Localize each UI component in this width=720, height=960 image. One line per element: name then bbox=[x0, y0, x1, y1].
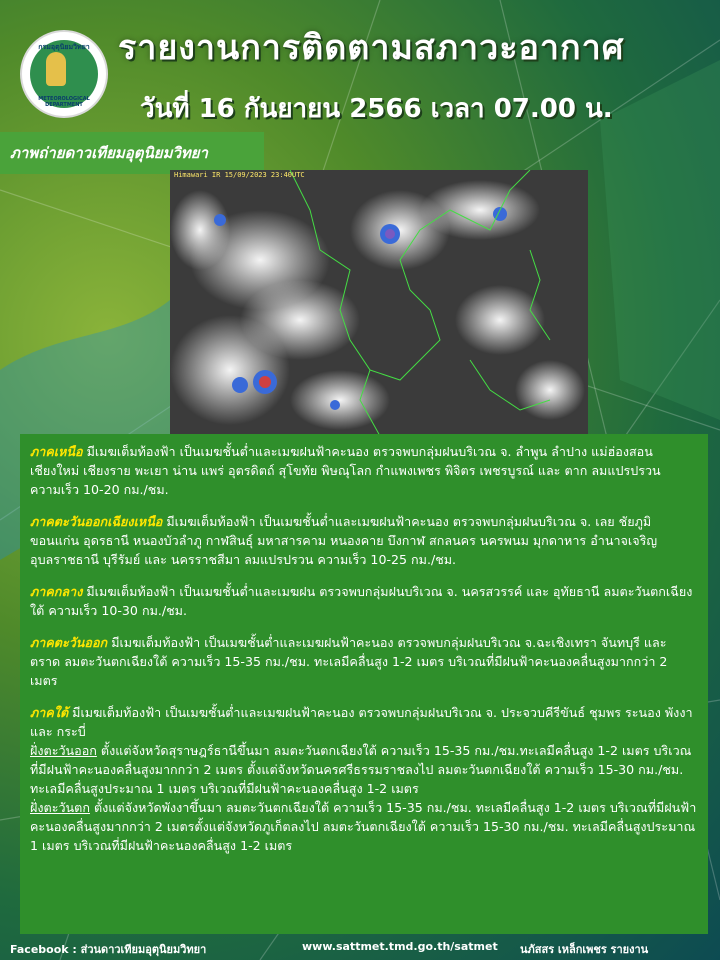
tmd-logo bbox=[20, 30, 108, 118]
report-south bbox=[30, 703, 698, 855]
footer bbox=[0, 934, 720, 960]
region-text: มีเมฆเต็มท้องฟ้า เป็นเมฆชั้นต่ำและเมฆฝน ตรวจพบกลุ่มฝนบริเวณ จ. นครสวรรค์ และ อุทัยธานี ลมตะวันตกเฉียงใต้ ความเร็ว 10-30 กม./ชม. bbox=[30, 584, 693, 618]
website-link[interactable]: www.sattmet.tmd.go.th/satmet bbox=[302, 940, 498, 953]
east-coast-text: ตั้งแต่จังหวัดสุราษฎร์ธานีขึ้นมา ลมตะวันตกเฉียงใต้ ความเร็ว 15-35 กม./ชม.ทะเลมีคลื่นสูง 1-2 เมตร บริเวณที่มีฝนฟ้าคะนองคลื่นสูงมากกว่า 2 เมตร ตั้งแต่จังหวัดนครศรีธรรมราชลงไป ลมตะวันตกเฉียงใต้ ความเร็ว 15-30 กม./ชม. ทะเลมีคลื่นสูงประมาณ 1 เมตร บริเวณที่มีฝนฟ้าคะนองคลื่นสูง 1-2 เมตร bbox=[30, 743, 692, 796]
west-coast-text: ตั้งแต่จังหวัดพังงาขึ้นมา ลมตะวันตกเฉียงใต้ ความเร็ว 15-35 กม./ชม. ทะเลมีคลื่นสูง 1-2 เมตร บริเวณที่มีฝนฟ้าคะนองคลื่นสูงมากกว่า 2 เมตรตั้งแต่จังหวัดภูเก็ตลงไป ลมตะวันตกเฉียงใต้ ความเร็ว 15-30 กม./ชม. ทะเลมีคลื่นสูงประมาณ 1 เมตร บริเวณที่มีฝนฟ้าคะนองคลื่นสูง 1-2 เมตร bbox=[30, 800, 697, 853]
page-title: รายงานการติดตามสภาวะอากาศ bbox=[118, 28, 625, 68]
satellite-caption: Himawari IR 15/09/2023 23:40UTC bbox=[174, 171, 305, 179]
weather-report bbox=[20, 434, 708, 934]
region-text: มีเมฆเต็มท้องฟ้า เป็นเมฆชั้นต่ำและเมฆฝนฟ้าคะนอง ตรวจพบกลุ่มฝนบริเวณ จ. ลำพูน ลำปาง แม่ฮ่องสอน เชียงใหม่ เชียงราย พะเยา น่าน แพร่ อุตรดิตถ์ สุโขทัย พิษณุโลก กำแพงเพชร พิจิตร เพชรบูรณ์ และ ตาก ลมแปรปรวน ความเร็ว 10-20 กม./ชม. bbox=[30, 444, 661, 497]
facebook-page: Facebook : ส่วนดาวเทียมอุตุนิยมวิทยา bbox=[10, 943, 207, 956]
report-north bbox=[30, 442, 698, 499]
report-date: วันที่ 16 กันยายน 2566 เวลา 07.00 น. bbox=[140, 94, 613, 124]
region-label: ภาคตะวันออกเฉียงเหนือ bbox=[30, 514, 163, 529]
region-text: มีเมฆเต็มท้องฟ้า เป็นเมฆชั้นต่ำและเมฆฝนฟ้าคะนอง ตรวจพบกลุ่มฝนบริเวณ จ. ประจวบคีรีขันธ์ ชุมพร ระนอง พังงา และ กระบี่ bbox=[30, 705, 693, 739]
reporter-name: นภัสสร เหล็กเพชร รายงาน bbox=[520, 943, 649, 956]
region-label: ภาคตะวันออก bbox=[30, 635, 108, 650]
east-coast-label: ฝั่งตะวันออก bbox=[30, 743, 97, 758]
report-east bbox=[30, 633, 698, 690]
region-label: ภาคเหนือ bbox=[30, 444, 83, 459]
logo-text-top: กรมอุตุนิยมวิทยา bbox=[38, 43, 90, 51]
region-text: มีเมฆเต็มท้องฟ้า เป็นเมฆชั้นต่ำและเมฆฝนฟ้าคะนอง ตรวจพบกลุ่มฝนบริเวณ จ.ฉะเชิงเทรา จันทบุรี และ ตราด ลมตะวันตกเฉียงใต้ ความเร็ว 15-35 กม./ชม. ทะเลมีคลื่นสูง 1-2 เมตร บริเวณที่มีฝนฟ้าคะนองคลื่นสูงมากกว่า 2 เมตร bbox=[30, 635, 668, 688]
report-northeast bbox=[30, 512, 698, 569]
region-text: มีเมฆเต็มท้องฟ้า เป็นเมฆชั้นต่ำและเมฆฝนฟ้าคะนอง ตรวจพบกลุ่มฝนบริเวณ จ. เลย ชัยภูมิ ขอนแก่น อุดรธานี หนองบัวลำภู กาฬสินธุ์ มหาสารคาม หนองคาย บึงกาฬ สกลนคร นครพนม มุกดาหาร อำนาจเจริญ อุบลราชธานี บุรีรัมย์ และ นครราชสีมา ลมแปรปรวน ความเร็ว 10-25 กม./ชม. bbox=[30, 514, 658, 567]
region-label: ภาคใต้ bbox=[30, 705, 69, 720]
satellite-image bbox=[170, 170, 588, 436]
satellite-section-label: ภาพถ่ายดาวเทียมอุตุนิยมวิทยา bbox=[0, 132, 264, 174]
region-label: ภาคกลาง bbox=[30, 584, 83, 599]
west-coast-label: ฝั่งตะวันตก bbox=[30, 800, 90, 815]
logo-text-bottom: METEOROLOGICAL DEPARTMENT bbox=[38, 96, 90, 108]
report-central bbox=[30, 582, 698, 620]
